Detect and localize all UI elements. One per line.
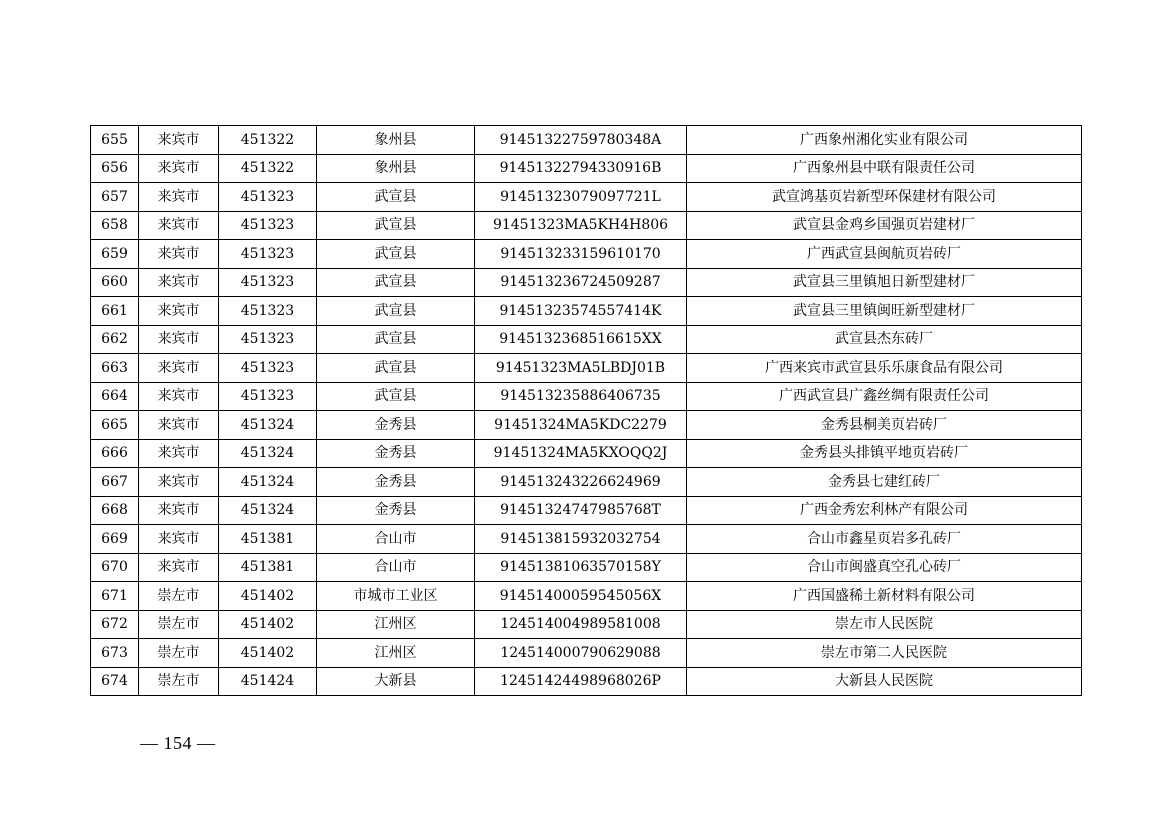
city-cell: 崇左市	[139, 639, 219, 668]
row-number-cell: 665	[91, 411, 139, 440]
row-number-cell: 660	[91, 268, 139, 297]
county-cell: 武宣县	[317, 382, 475, 411]
row-number-cell: 661	[91, 297, 139, 326]
city-cell: 来宾市	[139, 154, 219, 183]
county-cell: 金秀县	[317, 496, 475, 525]
city-cell: 来宾市	[139, 439, 219, 468]
credit-code-cell: 91451324MA5KXOQQ2J	[475, 439, 687, 468]
credit-code-cell: 91451381063570158Y	[475, 553, 687, 582]
table-row	[91, 183, 1082, 212]
county-cell: 市城市工业区	[317, 582, 475, 611]
table-row	[91, 354, 1082, 383]
row-number-cell: 669	[91, 525, 139, 554]
region-code-cell: 451381	[219, 525, 317, 554]
company-name-cell: 广西武宣县广鑫丝绸有限责任公司	[687, 382, 1082, 411]
city-cell: 来宾市	[139, 496, 219, 525]
county-cell: 武宣县	[317, 354, 475, 383]
credit-code-cell: 124514000790629088	[475, 639, 687, 668]
table-row	[91, 382, 1082, 411]
table-row	[91, 411, 1082, 440]
company-name-cell: 武宣县杰东砖厂	[687, 325, 1082, 354]
company-name-cell: 合山市闽盛真空孔心砖厂	[687, 553, 1082, 582]
county-cell: 江州区	[317, 639, 475, 668]
credit-code-cell: 914513235886406735	[475, 382, 687, 411]
enterprise-table	[90, 125, 1082, 696]
city-cell: 来宾市	[139, 525, 219, 554]
region-code-cell: 451424	[219, 667, 317, 696]
region-code-cell: 451324	[219, 496, 317, 525]
credit-code-cell: 914513243226624969	[475, 468, 687, 497]
row-number-cell: 668	[91, 496, 139, 525]
county-cell: 合山市	[317, 525, 475, 554]
region-code-cell: 451402	[219, 582, 317, 611]
company-name-cell: 武宣县三里镇闽旺新型建材厂	[687, 297, 1082, 326]
region-code-cell: 451323	[219, 382, 317, 411]
region-code-cell: 451323	[219, 268, 317, 297]
county-cell: 武宣县	[317, 240, 475, 269]
page-number: — 154 —	[140, 733, 216, 753]
credit-code-cell: 91451322759780348A	[475, 126, 687, 155]
table-row	[91, 610, 1082, 639]
city-cell: 来宾市	[139, 411, 219, 440]
city-cell: 来宾市	[139, 325, 219, 354]
credit-code-cell: 91451323079097721L	[475, 183, 687, 212]
credit-code-cell: 914513233159610170	[475, 240, 687, 269]
credit-code-cell: 91451324MA5KDC2279	[475, 411, 687, 440]
row-number-cell: 672	[91, 610, 139, 639]
row-number-cell: 662	[91, 325, 139, 354]
table-row	[91, 582, 1082, 611]
company-name-cell: 广西来宾市武宣县乐乐康食品有限公司	[687, 354, 1082, 383]
region-code-cell: 451323	[219, 240, 317, 269]
region-code-cell: 451323	[219, 297, 317, 326]
company-name-cell: 广西国盛稀土新材料有限公司	[687, 582, 1082, 611]
company-name-cell: 合山市鑫星页岩多孔砖厂	[687, 525, 1082, 554]
company-name-cell: 广西象州湘化实业有限公司	[687, 126, 1082, 155]
credit-code-cell: 914513236724509287	[475, 268, 687, 297]
county-cell: 武宣县	[317, 297, 475, 326]
county-cell: 象州县	[317, 154, 475, 183]
county-cell: 象州县	[317, 126, 475, 155]
table-row	[91, 525, 1082, 554]
credit-code-cell: 914513815932032754	[475, 525, 687, 554]
county-cell: 江州区	[317, 610, 475, 639]
table-row	[91, 154, 1082, 183]
table-row	[91, 297, 1082, 326]
county-cell: 大新县	[317, 667, 475, 696]
table-row	[91, 553, 1082, 582]
row-number-cell: 658	[91, 211, 139, 240]
city-cell: 崇左市	[139, 610, 219, 639]
county-cell: 金秀县	[317, 411, 475, 440]
row-number-cell: 663	[91, 354, 139, 383]
region-code-cell: 451402	[219, 639, 317, 668]
row-number-cell: 657	[91, 183, 139, 212]
row-number-cell: 671	[91, 582, 139, 611]
table-body	[91, 126, 1082, 696]
region-code-cell: 451323	[219, 354, 317, 383]
company-name-cell: 崇左市人民医院	[687, 610, 1082, 639]
credit-code-cell: 91451323MA5LBDJ01B	[475, 354, 687, 383]
credit-code-cell: 124514004989581008	[475, 610, 687, 639]
company-name-cell: 广西武宣县闽航页岩砖厂	[687, 240, 1082, 269]
city-cell: 来宾市	[139, 126, 219, 155]
row-number-cell: 667	[91, 468, 139, 497]
credit-code-cell: 12451424498968026P	[475, 667, 687, 696]
company-name-cell: 大新县人民医院	[687, 667, 1082, 696]
region-code-cell: 451323	[219, 183, 317, 212]
row-number-cell: 666	[91, 439, 139, 468]
company-name-cell: 金秀县七建红砖厂	[687, 468, 1082, 497]
county-cell: 金秀县	[317, 439, 475, 468]
region-code-cell: 451322	[219, 126, 317, 155]
company-name-cell: 金秀县头排镇平地页岩砖厂	[687, 439, 1082, 468]
row-number-cell: 673	[91, 639, 139, 668]
table-row	[91, 439, 1082, 468]
company-name-cell: 武宣县三里镇旭日新型建材厂	[687, 268, 1082, 297]
row-number-cell: 670	[91, 553, 139, 582]
credit-code-cell: 91451322794330916B	[475, 154, 687, 183]
credit-code-cell: 91451323MA5KH4H806	[475, 211, 687, 240]
region-code-cell: 451402	[219, 610, 317, 639]
city-cell: 崇左市	[139, 667, 219, 696]
table-row	[91, 667, 1082, 696]
region-code-cell: 451324	[219, 439, 317, 468]
county-cell: 金秀县	[317, 468, 475, 497]
county-cell: 武宣县	[317, 268, 475, 297]
company-name-cell: 金秀县桐美页岩砖厂	[687, 411, 1082, 440]
table-row	[91, 240, 1082, 269]
table-row	[91, 496, 1082, 525]
city-cell: 来宾市	[139, 468, 219, 497]
table-row	[91, 468, 1082, 497]
table-row	[91, 211, 1082, 240]
city-cell: 来宾市	[139, 268, 219, 297]
region-code-cell: 451324	[219, 468, 317, 497]
city-cell: 来宾市	[139, 553, 219, 582]
city-cell: 来宾市	[139, 382, 219, 411]
row-number-cell: 659	[91, 240, 139, 269]
table-row	[91, 268, 1082, 297]
county-cell: 武宣县	[317, 325, 475, 354]
city-cell: 来宾市	[139, 183, 219, 212]
region-code-cell: 451381	[219, 553, 317, 582]
city-cell: 来宾市	[139, 240, 219, 269]
city-cell: 来宾市	[139, 297, 219, 326]
credit-code-cell: 91451400059545056X	[475, 582, 687, 611]
county-cell: 武宣县	[317, 183, 475, 212]
city-cell: 崇左市	[139, 582, 219, 611]
credit-code-cell: 91451323574557414K	[475, 297, 687, 326]
row-number-cell: 656	[91, 154, 139, 183]
region-code-cell: 451323	[219, 325, 317, 354]
county-cell: 合山市	[317, 553, 475, 582]
row-number-cell: 664	[91, 382, 139, 411]
city-cell: 来宾市	[139, 354, 219, 383]
company-name-cell: 武宣县金鸡乡国强页岩建材厂	[687, 211, 1082, 240]
region-code-cell: 451324	[219, 411, 317, 440]
table-row	[91, 639, 1082, 668]
company-name-cell: 广西金秀宏利林产有限公司	[687, 496, 1082, 525]
credit-code-cell: 9145132368516615XX	[475, 325, 687, 354]
region-code-cell: 451323	[219, 211, 317, 240]
table-row	[91, 325, 1082, 354]
company-name-cell: 崇左市第二人民医院	[687, 639, 1082, 668]
row-number-cell: 674	[91, 667, 139, 696]
city-cell: 来宾市	[139, 211, 219, 240]
credit-code-cell: 91451324747985768T	[475, 496, 687, 525]
county-cell: 武宣县	[317, 211, 475, 240]
region-code-cell: 451322	[219, 154, 317, 183]
company-name-cell: 广西象州县中联有限责任公司	[687, 154, 1082, 183]
company-name-cell: 武宣鸿基页岩新型环保建材有限公司	[687, 183, 1082, 212]
row-number-cell: 655	[91, 126, 139, 155]
table-row	[91, 126, 1082, 155]
